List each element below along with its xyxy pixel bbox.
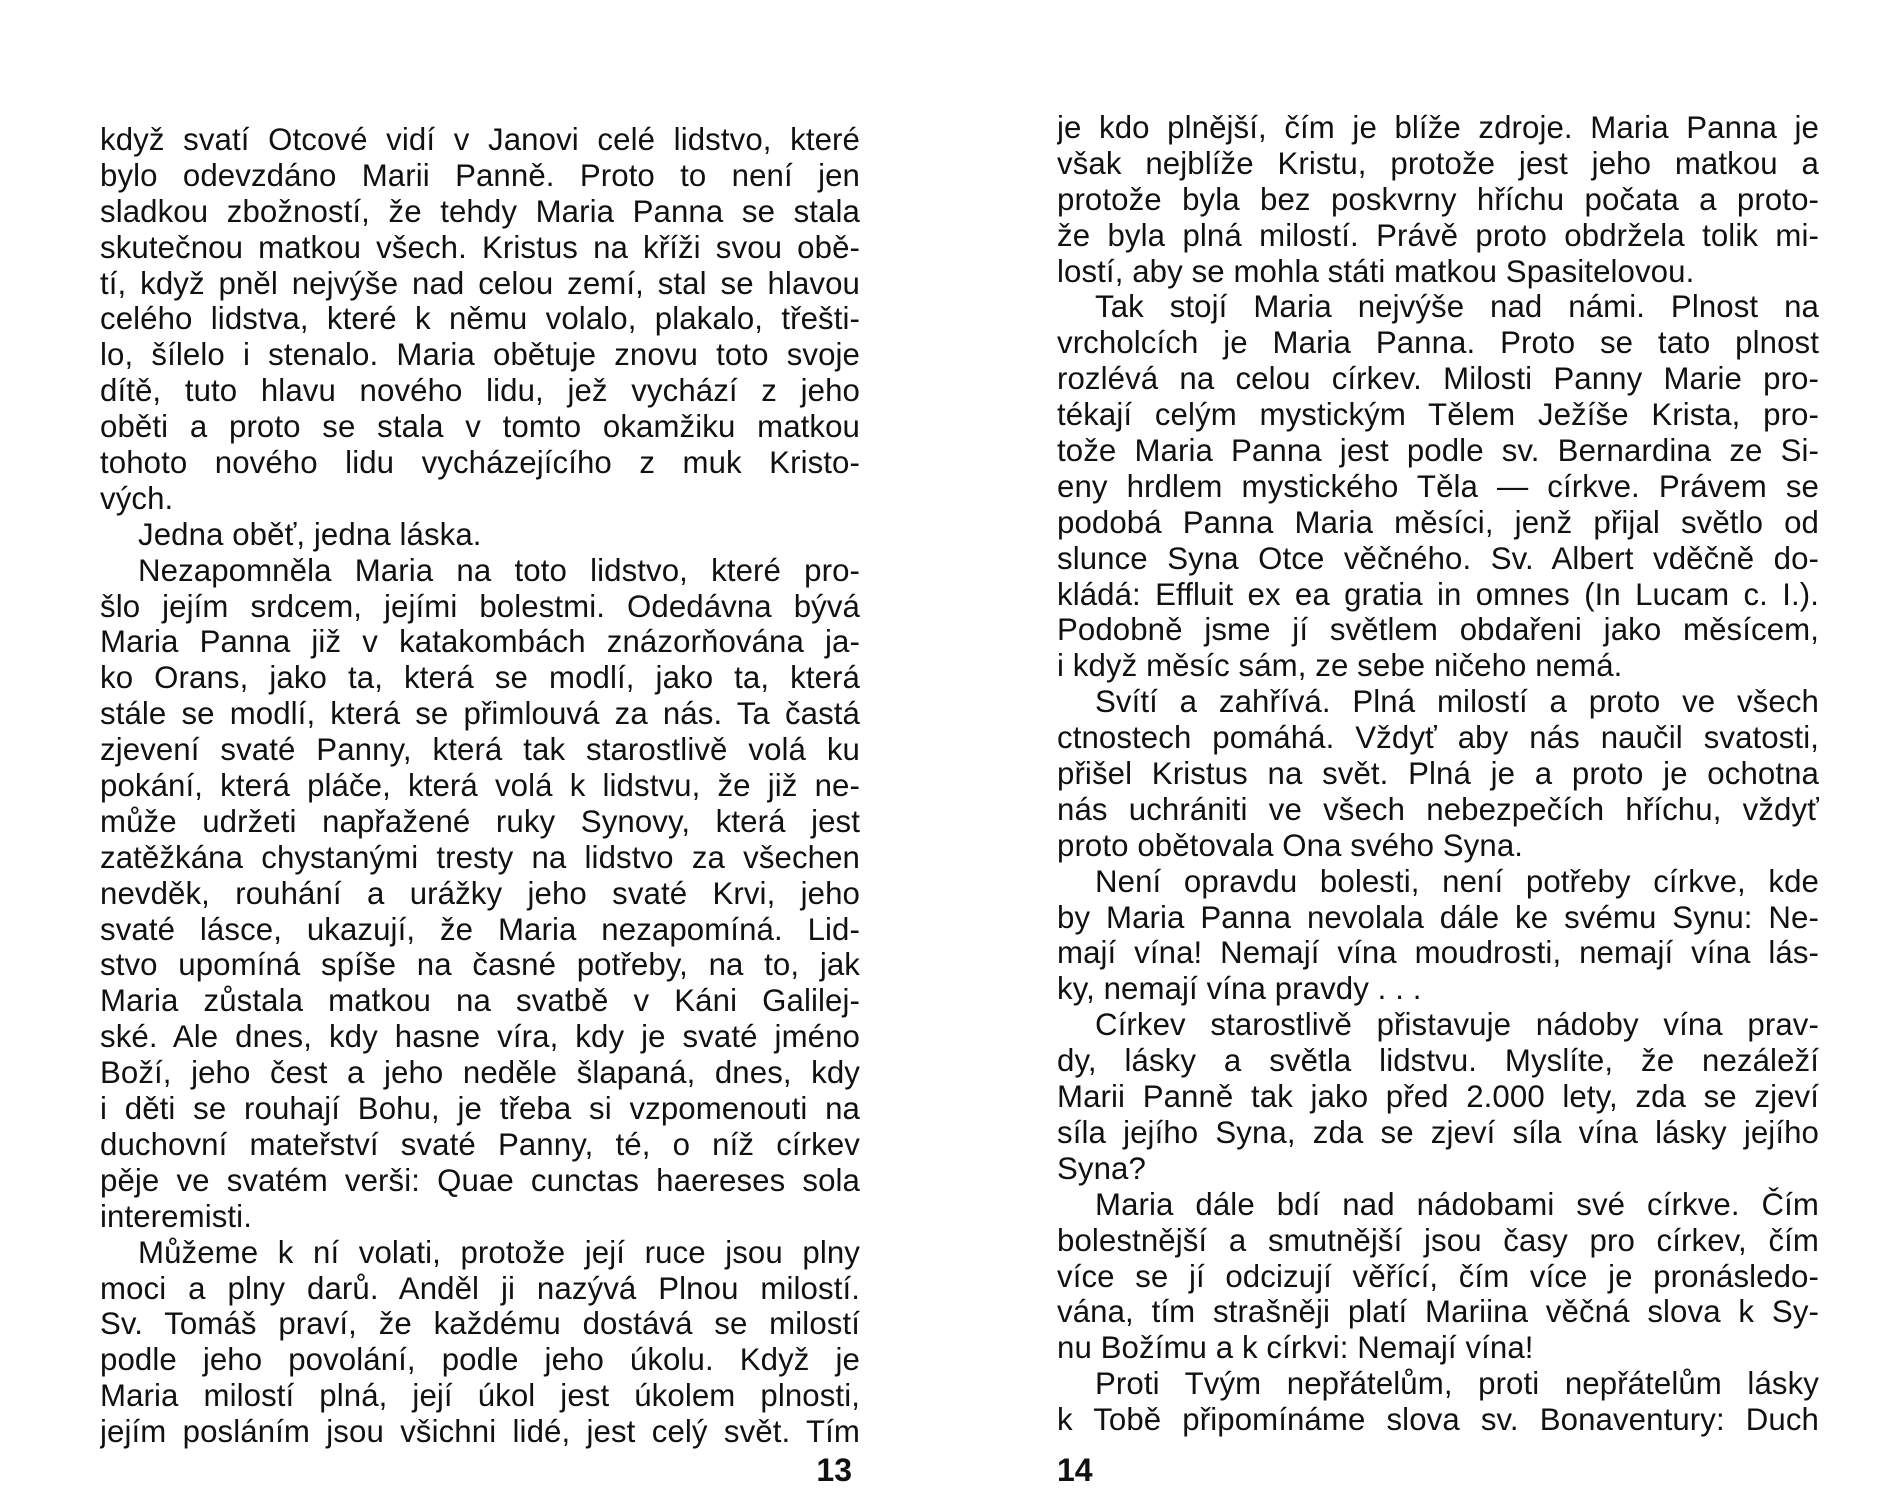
text-line: Církev starostlivě přistavuje nádoby vína prav- (1095, 1007, 1819, 1043)
text-line: Tak stojí Maria nejvýše nad námi. Plnost na (1095, 289, 1819, 325)
text-line: ky, nemají vína pravdy . . . (1057, 971, 1422, 1007)
text-line: nu Božímu a k církvi: Nemají vína! (1057, 1330, 1534, 1366)
text-line: podobá Panna Maria měsíci, jenž přijal světlo od (1057, 504, 1819, 540)
text-line: sladkou zbožností, že tehdy Maria Panna se stala (100, 193, 860, 229)
text-line: zatěžkána chystanými tresty na lidstvo za všechen (100, 839, 860, 875)
text-line: pěje ve svatém verši: Quae cunctas haereses sola (100, 1162, 860, 1198)
text-line: vána, tím strašněji platí Mariina věčná slova k Sy- (1057, 1294, 1819, 1330)
text-line: vých. (100, 480, 174, 516)
text-line: ské. Ale dnes, kdy hasne víra, kdy je svaté jméno (100, 1019, 860, 1055)
text-line: Podobně jsme jí světlem obdařeni jako měsícem, (1057, 612, 1819, 648)
text-line: šlo jejím srdcem, jejími bolestmi. Odedávna bývá (100, 588, 860, 624)
text-line: Není opravdu bolesti, není potřeby církve, kde (1095, 863, 1819, 899)
text-line: vrcholcích je Maria Panna. Proto se tato plnost (1057, 325, 1819, 361)
text-line: Nezapomněla Maria na toto lidstvo, které pro- (138, 552, 860, 588)
text-line: oběti a proto se stala v tomto okamžiku matkou (100, 409, 860, 445)
text-line: Maria milostí plná, její úkol jest úkolem plnosti, (100, 1378, 860, 1414)
text-line: by Maria Panna nevolala dále ke svému Synu: Ne- (1057, 899, 1819, 935)
text-line: Maria dále bdí nad nádobami své církve. Čím (1095, 1186, 1819, 1222)
text-line: bylo odevzdáno Marii Panně. Proto to není jen (100, 157, 860, 193)
text-line: nás uchrániti ve všech nebezpečích hříchu, vždyť (1057, 791, 1819, 827)
text-line: tože Maria Panna jest podle sv. Bernardina ze Si- (1057, 433, 1819, 469)
text-line: lo, šílelo i stenalo. Maria obětuje znovu toto svoje (100, 337, 860, 373)
left-page (100, 0, 860, 1500)
text-line: slunce Syna Otce věčného. Sv. Albert vděčně do- (1057, 540, 1819, 576)
text-line: Marii Panně tak jako před 2.000 lety, zda se zjeví (1057, 1079, 1819, 1115)
text-line: může udržeti napřažené ruky Synovy, která jest (100, 803, 860, 839)
text-line: že byla plná milostí. Právě proto obdržela tolik mi- (1057, 217, 1819, 253)
text-line: tohoto nového lidu vycházejícího z muk Kristo- (100, 445, 860, 481)
text-line: bolestnější a smutnější jsou časy pro církev, čím (1057, 1222, 1819, 1258)
text-line: i děti se rouhají Bohu, je třeba si vzpomenouti na (100, 1091, 860, 1127)
text-line: moci a plny darů. Anděl ji nazývá Plnou milostí. (100, 1270, 860, 1306)
text-line: proto obětovala Ona svého Syna. (1057, 827, 1524, 863)
text-line: však nejblíže Kristu, protože jest jeho matkou a (1057, 145, 1819, 181)
text-line: když svatí Otcové vidí v Janovi celé lidstvo, které (100, 122, 860, 157)
text-line: pokání, která pláče, která volá k lidstvu, že již ne- (100, 768, 860, 804)
text-line: je kdo plnější, čím je blíže zdroje. Maria Panna je (1057, 110, 1819, 145)
text-line: protože byla bez poskvrny hříchu počata a proto- (1057, 181, 1819, 217)
text-line: Sv. Tomáš praví, že každému dostává se milostí (100, 1306, 860, 1342)
text-line: Můžeme k ní volati, protože její ruce jsou plny (138, 1234, 860, 1270)
left-page-text (100, 122, 860, 1450)
text-line: tí, když pněl nejvýše nad celou zemí, stal se hlavou (100, 265, 860, 301)
text-line: k Tobě připomínáme slova sv. Bonaventury: Duch (1057, 1402, 1819, 1438)
text-line: Maria Panna již v katakombách znázorňována ja- (100, 624, 860, 660)
text-line: dy, lásky a světla lidstvu. Myslíte, že nezáleží (1057, 1043, 1819, 1079)
text-line: Maria zůstala matkou na svatbě v Káni Galilej- (100, 983, 860, 1019)
text-line: eny hrdlem mystického Těla — církve. Právem se (1057, 468, 1819, 504)
text-line: zjevení svaté Panny, která tak starostlivě volá ku (100, 732, 860, 768)
text-line: síla jejího Syna, zda se zjeví síla vína lásky jejího (1057, 1114, 1819, 1150)
page-number-right: 14 (1057, 1452, 1093, 1488)
text-line: Boží, jeho čest a jeho neděle šlapaná, dnes, kdy (100, 1055, 860, 1091)
text-line: více se jí odcizují věřící, čím více je pronásledo- (1057, 1258, 1819, 1294)
text-line: i když měsíc sám, ze sebe ničeho nemá. (1057, 648, 1623, 684)
text-line: nevděk, rouhání a urážky jeho svaté Krvi, jeho (100, 875, 860, 911)
text-line: svaté lásce, ukazují, že Maria nezapomíná. Lid- (100, 911, 860, 947)
right-page (1057, 0, 1819, 1500)
text-line: interemisti. (100, 1198, 252, 1234)
text-line: rozlévá na celou církev. Milosti Panny Marie pro- (1057, 361, 1819, 397)
text-line: podle jeho povolání, podle jeho úkolu. Když je (100, 1342, 860, 1378)
right-page-text (1057, 110, 1819, 1438)
text-line: Syna? (1057, 1150, 1146, 1186)
text-line: mají vína! Nemají vína moudrosti, nemají vína lás- (1057, 935, 1819, 971)
text-line: Proti Tvým nepřátelům, proti nepřátelům lásky (1095, 1366, 1819, 1402)
text-line: tékají celým mystickým Tělem Ježíše Krista, pro- (1057, 397, 1819, 433)
text-line: dítě, tuto hlavu nového lidu, jež vychází z jeho (100, 373, 860, 409)
text-line: ctnostech pomáhá. Vždyť aby nás naučil svatosti, (1057, 720, 1819, 756)
text-line: skutečnou matkou všech. Kristus na kříži svou obě- (100, 229, 860, 265)
page-number-left: 13 (816, 1452, 852, 1488)
text-line: ko Orans, jako ta, která se modlí, jako ta, která (100, 660, 860, 696)
text-line: stvo upomíná spíše na časné potřeby, na to, jak (100, 947, 860, 983)
text-line: stále se modlí, která se přimlouvá za nás. Ta častá (100, 696, 860, 732)
text-line: kládá: Effluit ex ea gratia in omnes (In Lucam c. I.). (1057, 576, 1819, 612)
text-line: duchovní mateřství svaté Panny, té, o níž církev (100, 1126, 860, 1162)
text-line: lostí, aby se mohla státi matkou Spasitelovou. (1057, 253, 1695, 289)
text-line: přišel Kristus na svět. Plná je a proto je ochotna (1057, 756, 1819, 792)
text-line: Svítí a zahřívá. Plná milostí a proto ve všech (1095, 684, 1819, 720)
text-line: Jedna oběť, jedna láska. (138, 516, 482, 552)
text-line: celého lidstva, které k němu volalo, plakalo, třešti- (100, 301, 860, 337)
text-line: jejím posláním jsou všichni lidé, jest celý svět. Tím (100, 1414, 860, 1450)
